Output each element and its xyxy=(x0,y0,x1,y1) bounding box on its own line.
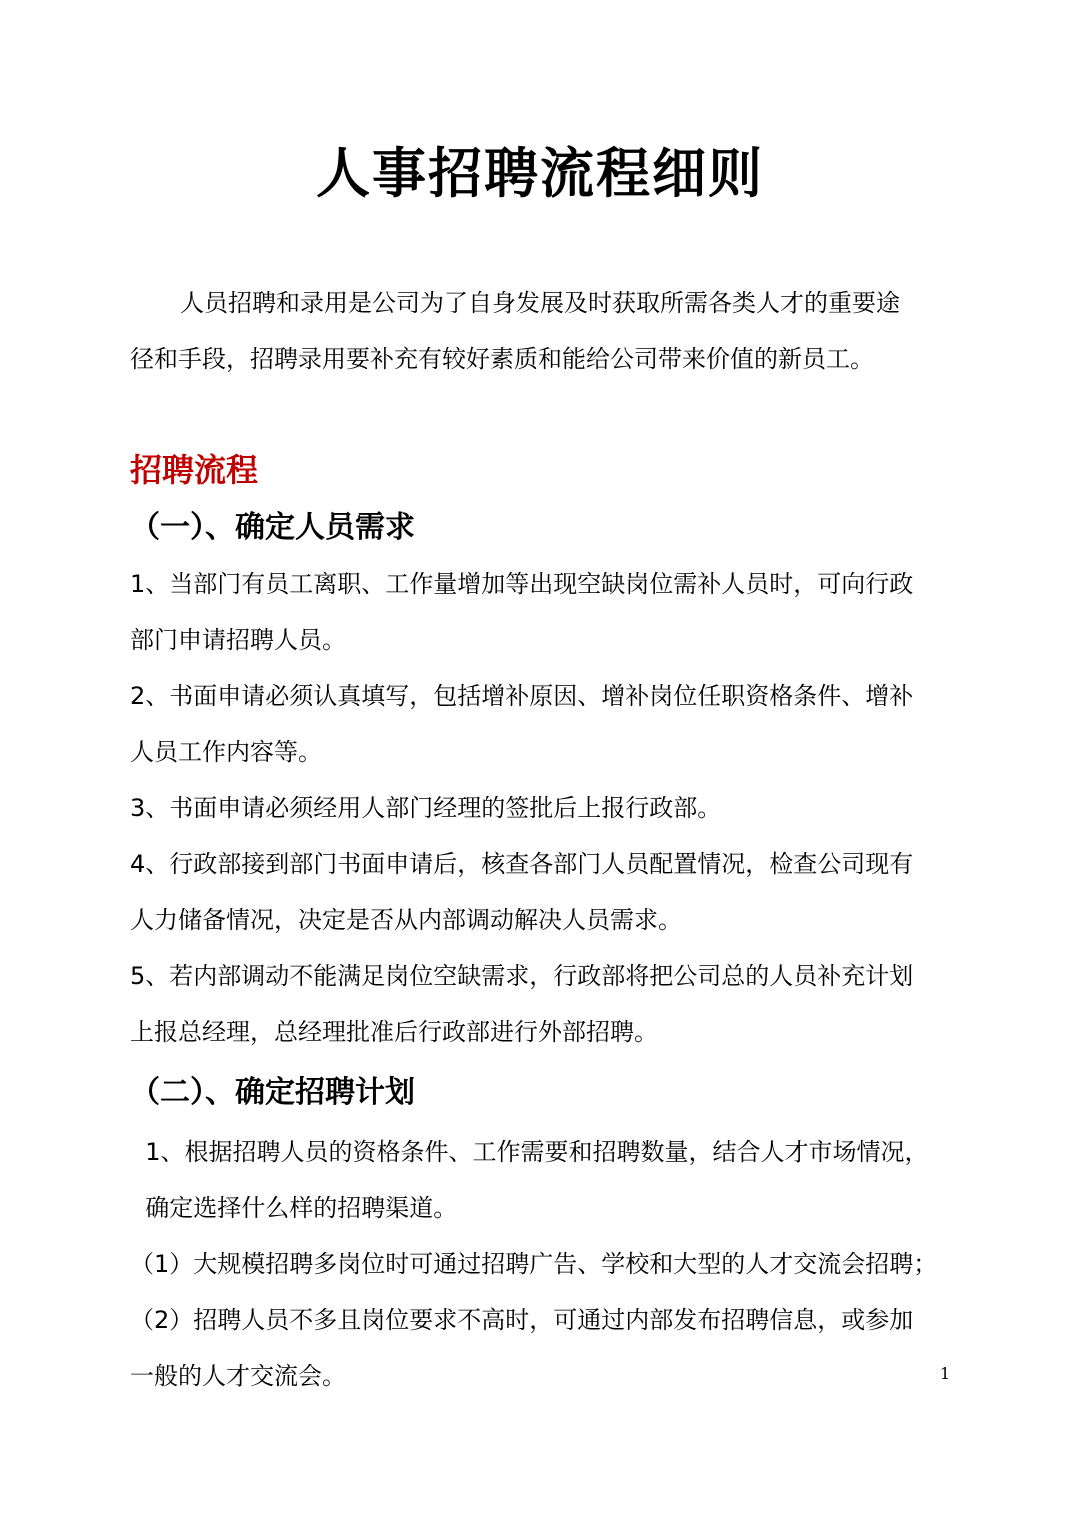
list-item-line: 上报总经理，总经理批准后行政部进行外部招聘。 xyxy=(130,1018,658,1046)
list-item-line: 5、若内部调动不能满足岗位空缺需求，行政部将把公司总的人员补充计划 xyxy=(130,962,914,990)
list-item-line: （1）大规模招聘多岗位时可通过招聘广告、学校和大型的人才交流会招聘； xyxy=(130,1250,938,1278)
list-item-line: 2、书面申请必须认真填写，包括增补原因、增补岗位任职资格条件、增补 xyxy=(130,682,914,710)
section-title: 招聘流程 xyxy=(130,451,259,489)
list-item-line: 人力储备情况，决定是否从内部调动解决人员需求。 xyxy=(130,906,682,934)
document-title: 人事招聘流程细则 xyxy=(316,142,764,205)
list-item-line: 1、当部门有员工离职、工作量增加等出现空缺岗位需补人员时，可向行政 xyxy=(130,570,914,598)
subsection-title: （一）、确定人员需求 xyxy=(130,510,415,545)
subsection2-items xyxy=(130,1124,960,1404)
list-item-line: 确定选择什么样的招聘渠道。 xyxy=(130,1194,458,1222)
list-item-line: （2）招聘人员不多且岗位要求不高时，可通过内部发布招聘信息，或参加 xyxy=(130,1306,914,1334)
subsection1-items xyxy=(130,556,960,1060)
list-item-line: 人员工作内容等。 xyxy=(130,738,322,766)
list-item-line: 部门申请招聘人员。 xyxy=(130,626,346,654)
list-item-line: 1、根据招聘人员的资格条件、工作需要和招聘数量，结合人才市场情况， xyxy=(130,1138,929,1166)
page-number: 1 xyxy=(940,1364,951,1383)
list-item-line: 一般的人才交流会。 xyxy=(130,1362,346,1390)
list-item-line: 4、行政部接到部门书面申请后，核查各部门人员配置情况，检查公司现有 xyxy=(130,850,914,878)
intro-line: 径和手段，招聘录用要补充有较好素质和能给公司带来价值的新员工。 xyxy=(130,345,874,373)
list-item-line: 3、书面申请必须经用人部门经理的签批后上报行政部。 xyxy=(130,794,722,822)
intro-paragraph xyxy=(130,275,960,387)
subsection-title: （二）、确定招聘计划 xyxy=(130,1075,415,1110)
intro-line: 人员招聘和录用是公司为了自身发展及时获取所需各类人才的重要途 xyxy=(180,289,900,317)
